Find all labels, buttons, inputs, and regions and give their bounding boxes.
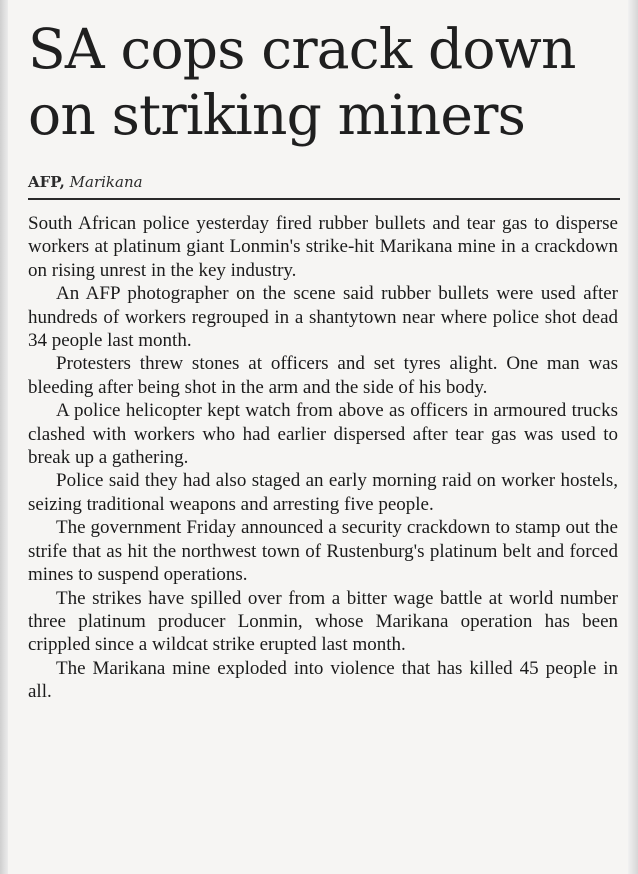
article-paragraph: An AFP photographer on the scene said rubber bullets were used after hundreds of workers regrouped in a shantytown near where police shot dead 34 people last month. bbox=[28, 283, 618, 352]
article-paragraph: Police said they had also staged an early morning raid on worker hostels, seizing traditional weapons and arresting five people. bbox=[28, 470, 618, 515]
right-page-edge bbox=[628, 0, 638, 874]
headline: SA cops crack down on striking miners bbox=[28, 17, 576, 147]
article-paragraph: The Marikana mine exploded into violence that has killed 45 people in all. bbox=[28, 657, 618, 703]
byline-divider bbox=[28, 198, 620, 200]
byline-location: Marikana bbox=[69, 173, 143, 191]
article-paragraph: Protesters threw stones at officers and set tyres alight. One man was bleeding after being shot in the arm and the side of his body. bbox=[28, 353, 618, 398]
article-body bbox=[28, 212, 618, 704]
article-paragraph: The government Friday announced a security crackdown to stamp out the strife that as hit the northwest town of Rustenburg's platinum belt and forced mines to suspend operations. bbox=[28, 517, 618, 586]
article-paragraph: The strikes have spilled over from a bitter wage battle at world number three platinum producer Lonmin, whose Marikana operation has been crippled since a wildcat strike erupted last month. bbox=[28, 587, 618, 656]
article-paragraph: A police helicopter kept watch from above as officers in armoured trucks clashed with workers who had earlier dispersed after tear gas was used to break up a gathering. bbox=[28, 400, 618, 469]
article-paragraph: South African police yesterday fired rubber bullets and tear gas to disperse workers at platinum giant Lonmin's strike-hit Marikana mine in a crackdown on rising unrest in the key industry. bbox=[28, 213, 618, 281]
byline bbox=[28, 173, 143, 191]
byline-agency: AFP, bbox=[28, 173, 65, 191]
left-page-edge bbox=[0, 0, 8, 874]
